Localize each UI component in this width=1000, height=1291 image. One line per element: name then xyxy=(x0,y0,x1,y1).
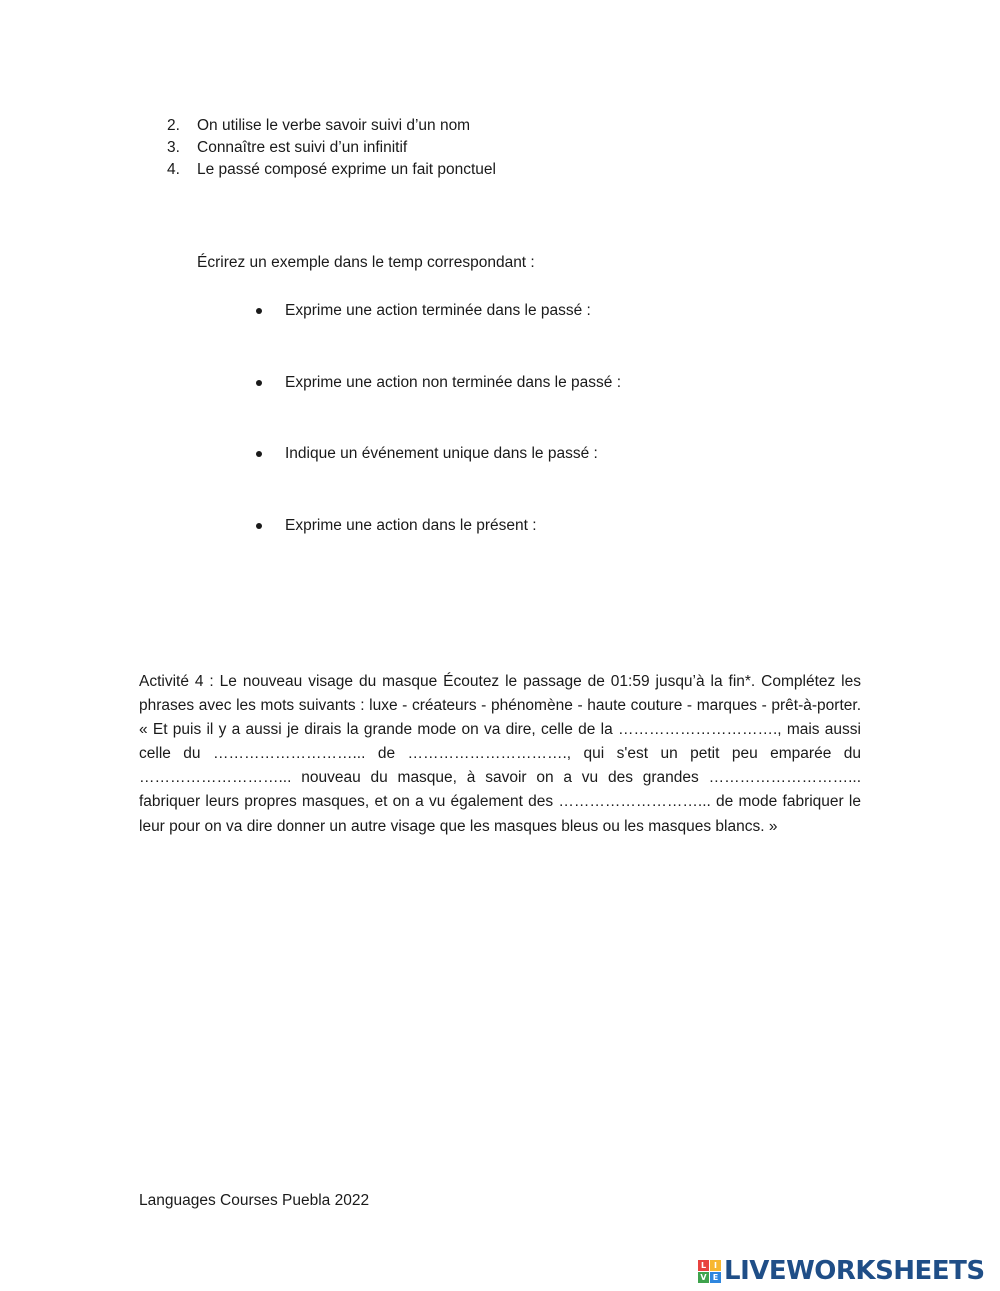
bullet-item: Indique un événement unique dans le passé : xyxy=(285,445,598,462)
logo-letter: I xyxy=(710,1260,721,1271)
logo-letter: L xyxy=(698,1260,709,1271)
logo-letter: E xyxy=(710,1272,721,1283)
bullet-dot xyxy=(256,308,262,314)
instruction-text: Écrirez un exemple dans le temp correspondant : xyxy=(197,254,535,271)
footer-text: Languages Courses Puebla 2022 xyxy=(139,1192,370,1209)
list-item: On utilise le verbe savoir suivi d’un nom xyxy=(197,117,471,134)
list-number: 3. xyxy=(167,139,180,156)
list-number: 2. xyxy=(167,117,180,134)
activity-paragraph: Activité 4 : Le nouveau visage du masque Écoutez le passage de 01:59 jusqu’à la fin*. Complétez les phrases avec les mots suivants : luxe - créateurs - phénomène - haute couture - marques - prêt-à-porter. « Et puis il y a aussi je dirais la grande mode on va dire, celle de la …………………………., mais aussi celle du ………………………... de …………………………., qui s'est un petit peu emparée du ………………………... nouveau du masque, à savoir on a vu des grandes ………………………... fabriquer leurs propres masques, et on a vu également des ………………………... de mode fabriquer le leur pour on va dire donner un autre visage que les masques bleus ou les masques blancs. » xyxy=(139,673,861,835)
bullet-dot xyxy=(256,523,262,529)
liveworksheets-logo xyxy=(698,1258,985,1284)
brand-name: LIVEWORKSHEETS xyxy=(724,1256,985,1286)
list-item: Le passé composé exprime un fait ponctuel xyxy=(197,161,496,178)
logo-icon xyxy=(698,1260,721,1283)
bullet-item: Exprime une action terminée dans le passé : xyxy=(285,302,591,319)
bullet-dot xyxy=(256,451,262,457)
logo-letter: V xyxy=(698,1272,709,1283)
list-item: Connaître est suivi d’un infinitif xyxy=(197,139,408,156)
bullet-dot xyxy=(256,380,262,386)
bullet-item: Exprime une action non terminée dans le passé : xyxy=(285,374,622,391)
bullet-item: Exprime une action dans le présent : xyxy=(285,517,537,534)
list-number: 4. xyxy=(167,161,180,178)
